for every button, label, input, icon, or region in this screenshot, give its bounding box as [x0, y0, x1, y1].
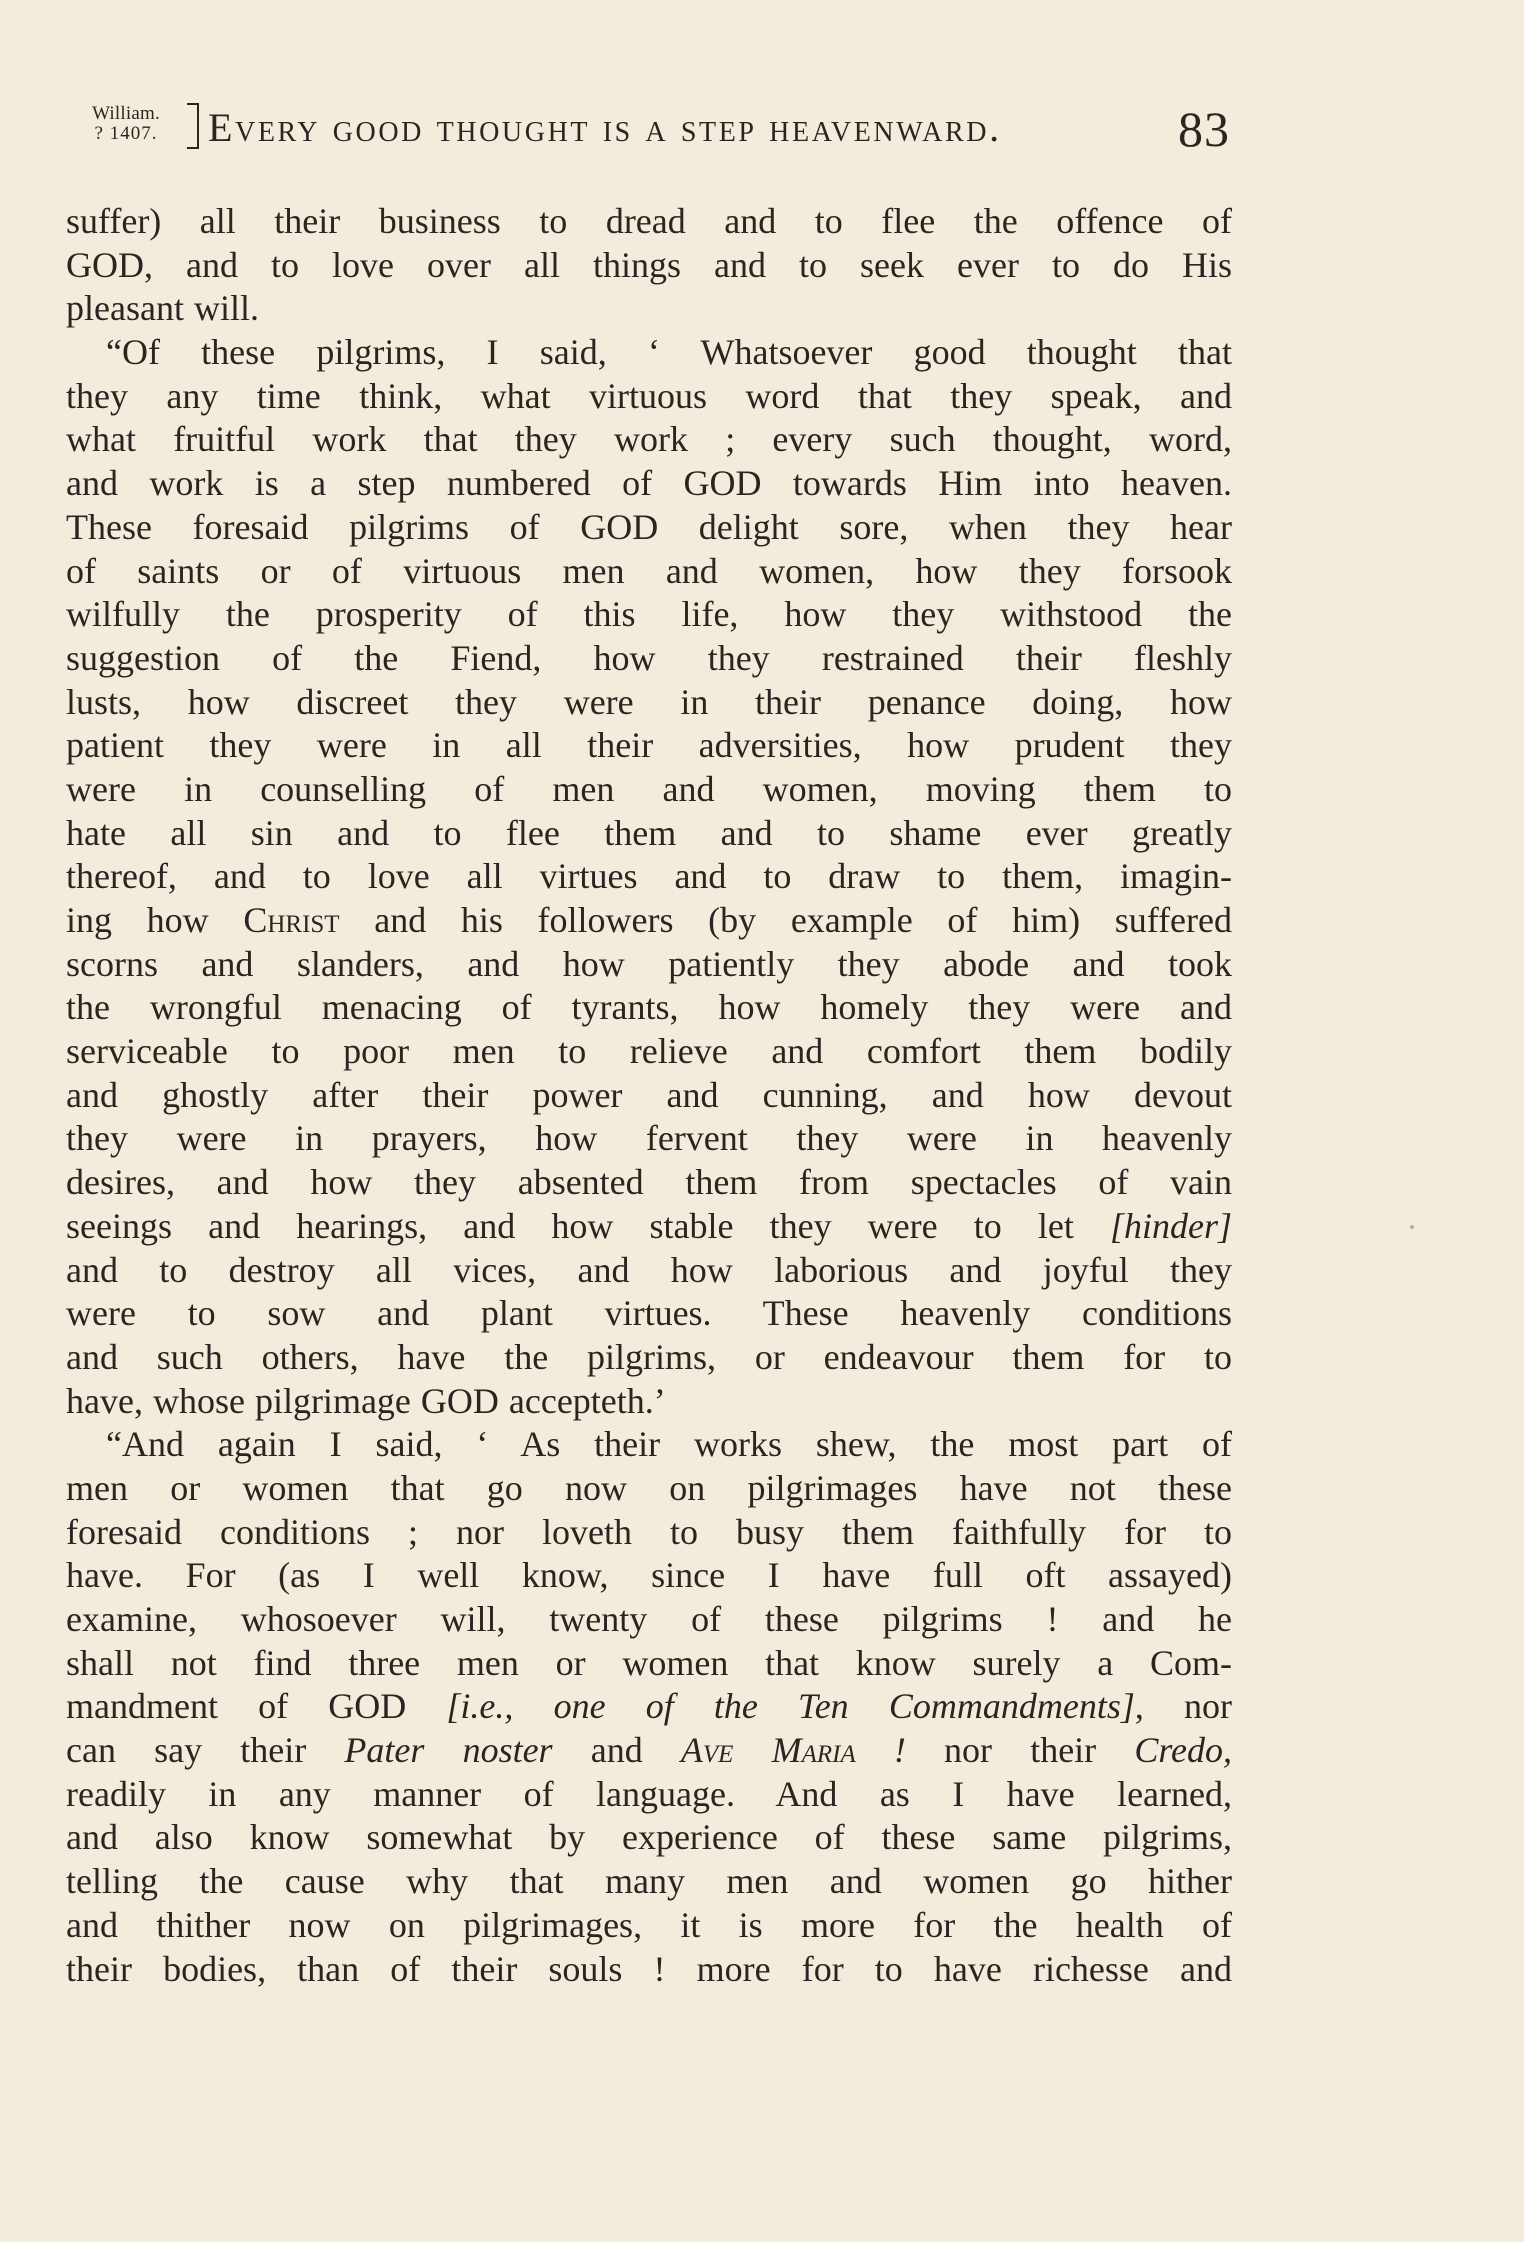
- text-line: thereof, and to love all virtues and to draw to them, imagin-: [66, 856, 1232, 897]
- text-line: and such others, have the pilgrims, or endeavour them for to: [66, 1336, 1232, 1377]
- text-fragment: and his followers (by example of him) suffered: [339, 900, 1232, 940]
- text-line-prayers: [66, 1729, 1232, 1773]
- text-line: telling the cause why that many men and women go hither: [66, 1861, 1232, 1902]
- text-fragment: nor their: [905, 1730, 1135, 1771]
- text-line: examine, whosoever will, twenty of these pilgrims ! and he: [66, 1599, 1232, 1639]
- editorial-gloss: [i.e., one of the Ten Commandments]: [446, 1686, 1135, 1727]
- text-line: were in counselling of men and women, moving them to: [66, 768, 1232, 809]
- text-line: foresaid conditions ; nor loveth to busy them faithfully for to: [66, 1511, 1232, 1552]
- text-line: what fruitful work that they work ; every such thought, word,: [66, 419, 1232, 460]
- margin-note-author: William.: [92, 103, 160, 124]
- text-line: hate all sin and to flee them and to shame ever greatly: [66, 812, 1232, 853]
- text-line: of saints or of virtuous men and women, how they forsook: [66, 550, 1232, 591]
- editorial-gloss: [hinder]: [1109, 1205, 1232, 1246]
- text-line: suggestion of the Fiend, how they restrained their fleshly: [66, 637, 1232, 678]
- text-line: desires, and how they absented them from spectacles of vain: [66, 1162, 1232, 1203]
- text-line: they were in prayers, how fervent they were in heavenly: [66, 1118, 1232, 1159]
- text-line: the wrongful menacing of tyrants, how homely they were and: [66, 987, 1232, 1028]
- text-line: pleasant will.: [66, 288, 259, 329]
- margin-note-date: ? 1407.: [94, 123, 158, 144]
- paragraph-start-line: “Of these pilgrims, I said, ‘ Whatsoever good thought that: [106, 332, 1232, 373]
- text-line-hinder: [66, 1205, 1232, 1249]
- page-number: 83: [1178, 101, 1230, 157]
- text-line: suffer) all their business to dread and to flee the offence of: [66, 201, 1232, 241]
- small-caps-christ: Christ: [243, 900, 340, 940]
- text-line: wilfully the prosperity of this life, how they withstood the: [66, 594, 1232, 635]
- text-line: readily in any manner of language. And as I have learned,: [66, 1773, 1232, 1814]
- text-line: patient they were in all their adversities, how prudent they: [66, 725, 1232, 766]
- text-line: and work is a step numbered of GOD towards Him into heaven.: [66, 463, 1232, 504]
- body-text: [66, 200, 1232, 1991]
- text-fragment: ing how: [66, 900, 244, 940]
- text-fragment: can say their: [66, 1730, 307, 1771]
- text-fragment: , nor: [1134, 1686, 1233, 1727]
- running-title: Every good thought is a step heavenward.: [208, 105, 1002, 150]
- text-line: These foresaid pilgrims of GOD delight sore, when they hear: [66, 506, 1232, 547]
- text-line: serviceable to poor men to relieve and comfort them bodily: [66, 1031, 1232, 1072]
- text-line: and to destroy all vices, and how laborious and joyful they: [66, 1249, 1232, 1290]
- margin-note: [66, 104, 186, 144]
- text-line-commandment: [66, 1685, 1232, 1729]
- paragraph-start-line: “And again I said, ‘ As their works shew, the most part of: [106, 1424, 1232, 1465]
- paper-speck: [1410, 1225, 1414, 1229]
- text-fragment: and: [552, 1730, 681, 1771]
- margin-bracket: [187, 103, 199, 149]
- text-line: and ghostly after their power and cunning, and how devout: [66, 1074, 1232, 1115]
- latin-pater-noster: Pater noster: [344, 1730, 553, 1771]
- text-line: have. For (as I well know, since I have full oft assayed): [66, 1555, 1232, 1596]
- text-line: shall not find three men or women that know surely a Com-: [66, 1642, 1232, 1683]
- text-line-christ: [66, 899, 1232, 943]
- latin-credo: Credo,: [1134, 1730, 1233, 1771]
- text-line: were to sow and plant virtues. These heavenly conditions: [66, 1293, 1232, 1334]
- running-head: [66, 100, 1256, 164]
- text-line: scorns and slanders, and how patiently they abode and took: [66, 943, 1232, 984]
- text-line: GOD, and to love over all things and to seek ever to do His: [66, 244, 1232, 285]
- text-line: have, whose pilgrimage GOD accepteth.’: [66, 1380, 666, 1421]
- text-line: men or women that go now on pilgrimages have not these: [66, 1467, 1232, 1508]
- text-line: and thither now on pilgrimages, it is more for the health of: [66, 1904, 1232, 1945]
- text-line: and also know somewhat by experience of these same pilgrims,: [66, 1817, 1232, 1858]
- text-fragment: mandment of GOD: [66, 1686, 407, 1727]
- latin-ave-maria: Ave Maria !: [680, 1730, 906, 1771]
- text-fragment: seeings and hearings, and how stable they were to let: [66, 1205, 1074, 1246]
- text-line: they any time think, what virtuous word that they speak, and: [66, 375, 1232, 416]
- text-line: lusts, how discreet they were in their penance doing, how: [66, 681, 1232, 722]
- text-line: their bodies, than of their souls ! more for to have richesse and: [66, 1948, 1232, 1989]
